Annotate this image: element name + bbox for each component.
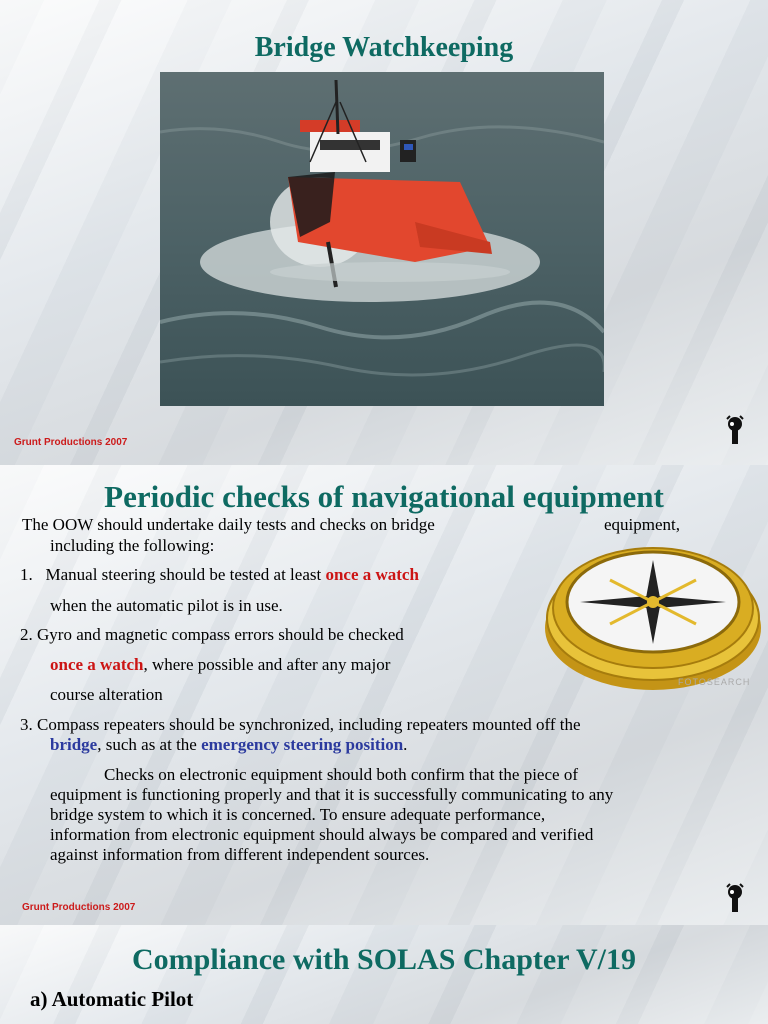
- slide1-footer: Grunt Productions 2007: [14, 437, 128, 448]
- item2-line: 2. Gyro and magnetic compass errors should be checked: [20, 625, 404, 644]
- compass-image: [540, 520, 766, 695]
- item1-line-b: when the automatic pilot is in use.: [50, 596, 283, 615]
- item2-line-c: course alteration: [50, 685, 163, 704]
- intro-line-c: including the following:: [50, 536, 215, 555]
- slide2-title: Periodic checks of navigational equipment: [104, 479, 664, 514]
- slide-periodic-checks: [0, 465, 768, 925]
- para-line-5: against information from different independent sources.: [50, 845, 430, 864]
- intro-line-b: equipment,: [604, 515, 681, 534]
- fotosearch-watermark: FOTOSEARCH: [678, 677, 751, 687]
- highlight-emergency-steering: emergency steering position: [201, 735, 404, 754]
- slide1-title: Bridge Watchkeeping: [254, 32, 514, 63]
- highlight-once-a-watch-1: once a watch: [325, 565, 419, 584]
- highlight-bridge: bridge: [50, 735, 98, 754]
- slide3-subtitle: a) Automatic Pilot: [30, 987, 194, 1011]
- slide2-footer: Grunt Productions 2007: [22, 902, 136, 913]
- item3-line-b: bridge, such as at the emergency steering position.: [50, 735, 408, 754]
- para-line-4: information from electronic equipment should always be compared and verified: [50, 825, 594, 844]
- highlight-once-a-watch-2: once a watch: [50, 655, 144, 674]
- ship-photo: [160, 72, 604, 406]
- slide3-title: Compliance with SOLAS Chapter V/19: [132, 943, 636, 976]
- para-line-3: bridge system to which it is concerned. To ensure adequate performance,: [50, 805, 546, 824]
- slide-bridge-watchkeeping: [0, 0, 768, 465]
- intro-line-a: The OOW should undertake daily tests and checks on bridge: [22, 515, 435, 534]
- grunt-logo-icon: [724, 415, 746, 447]
- grunt-logo-icon: [724, 883, 746, 915]
- para-line-2: equipment is functioning properly and that it is successfully communicating to any: [50, 785, 614, 804]
- para-line-1: Checks on electronic equipment should both confirm that the piece of: [104, 765, 578, 784]
- slide-solas-compliance: [0, 925, 768, 1024]
- item3-line: 3. Compass repeaters should be synchronized, including repeaters mounted off the: [20, 715, 581, 734]
- item1-line: 1. Manual steering should be tested at least once a watch: [20, 565, 419, 584]
- item2-line-b: once a watch, where possible and after any major: [50, 655, 391, 674]
